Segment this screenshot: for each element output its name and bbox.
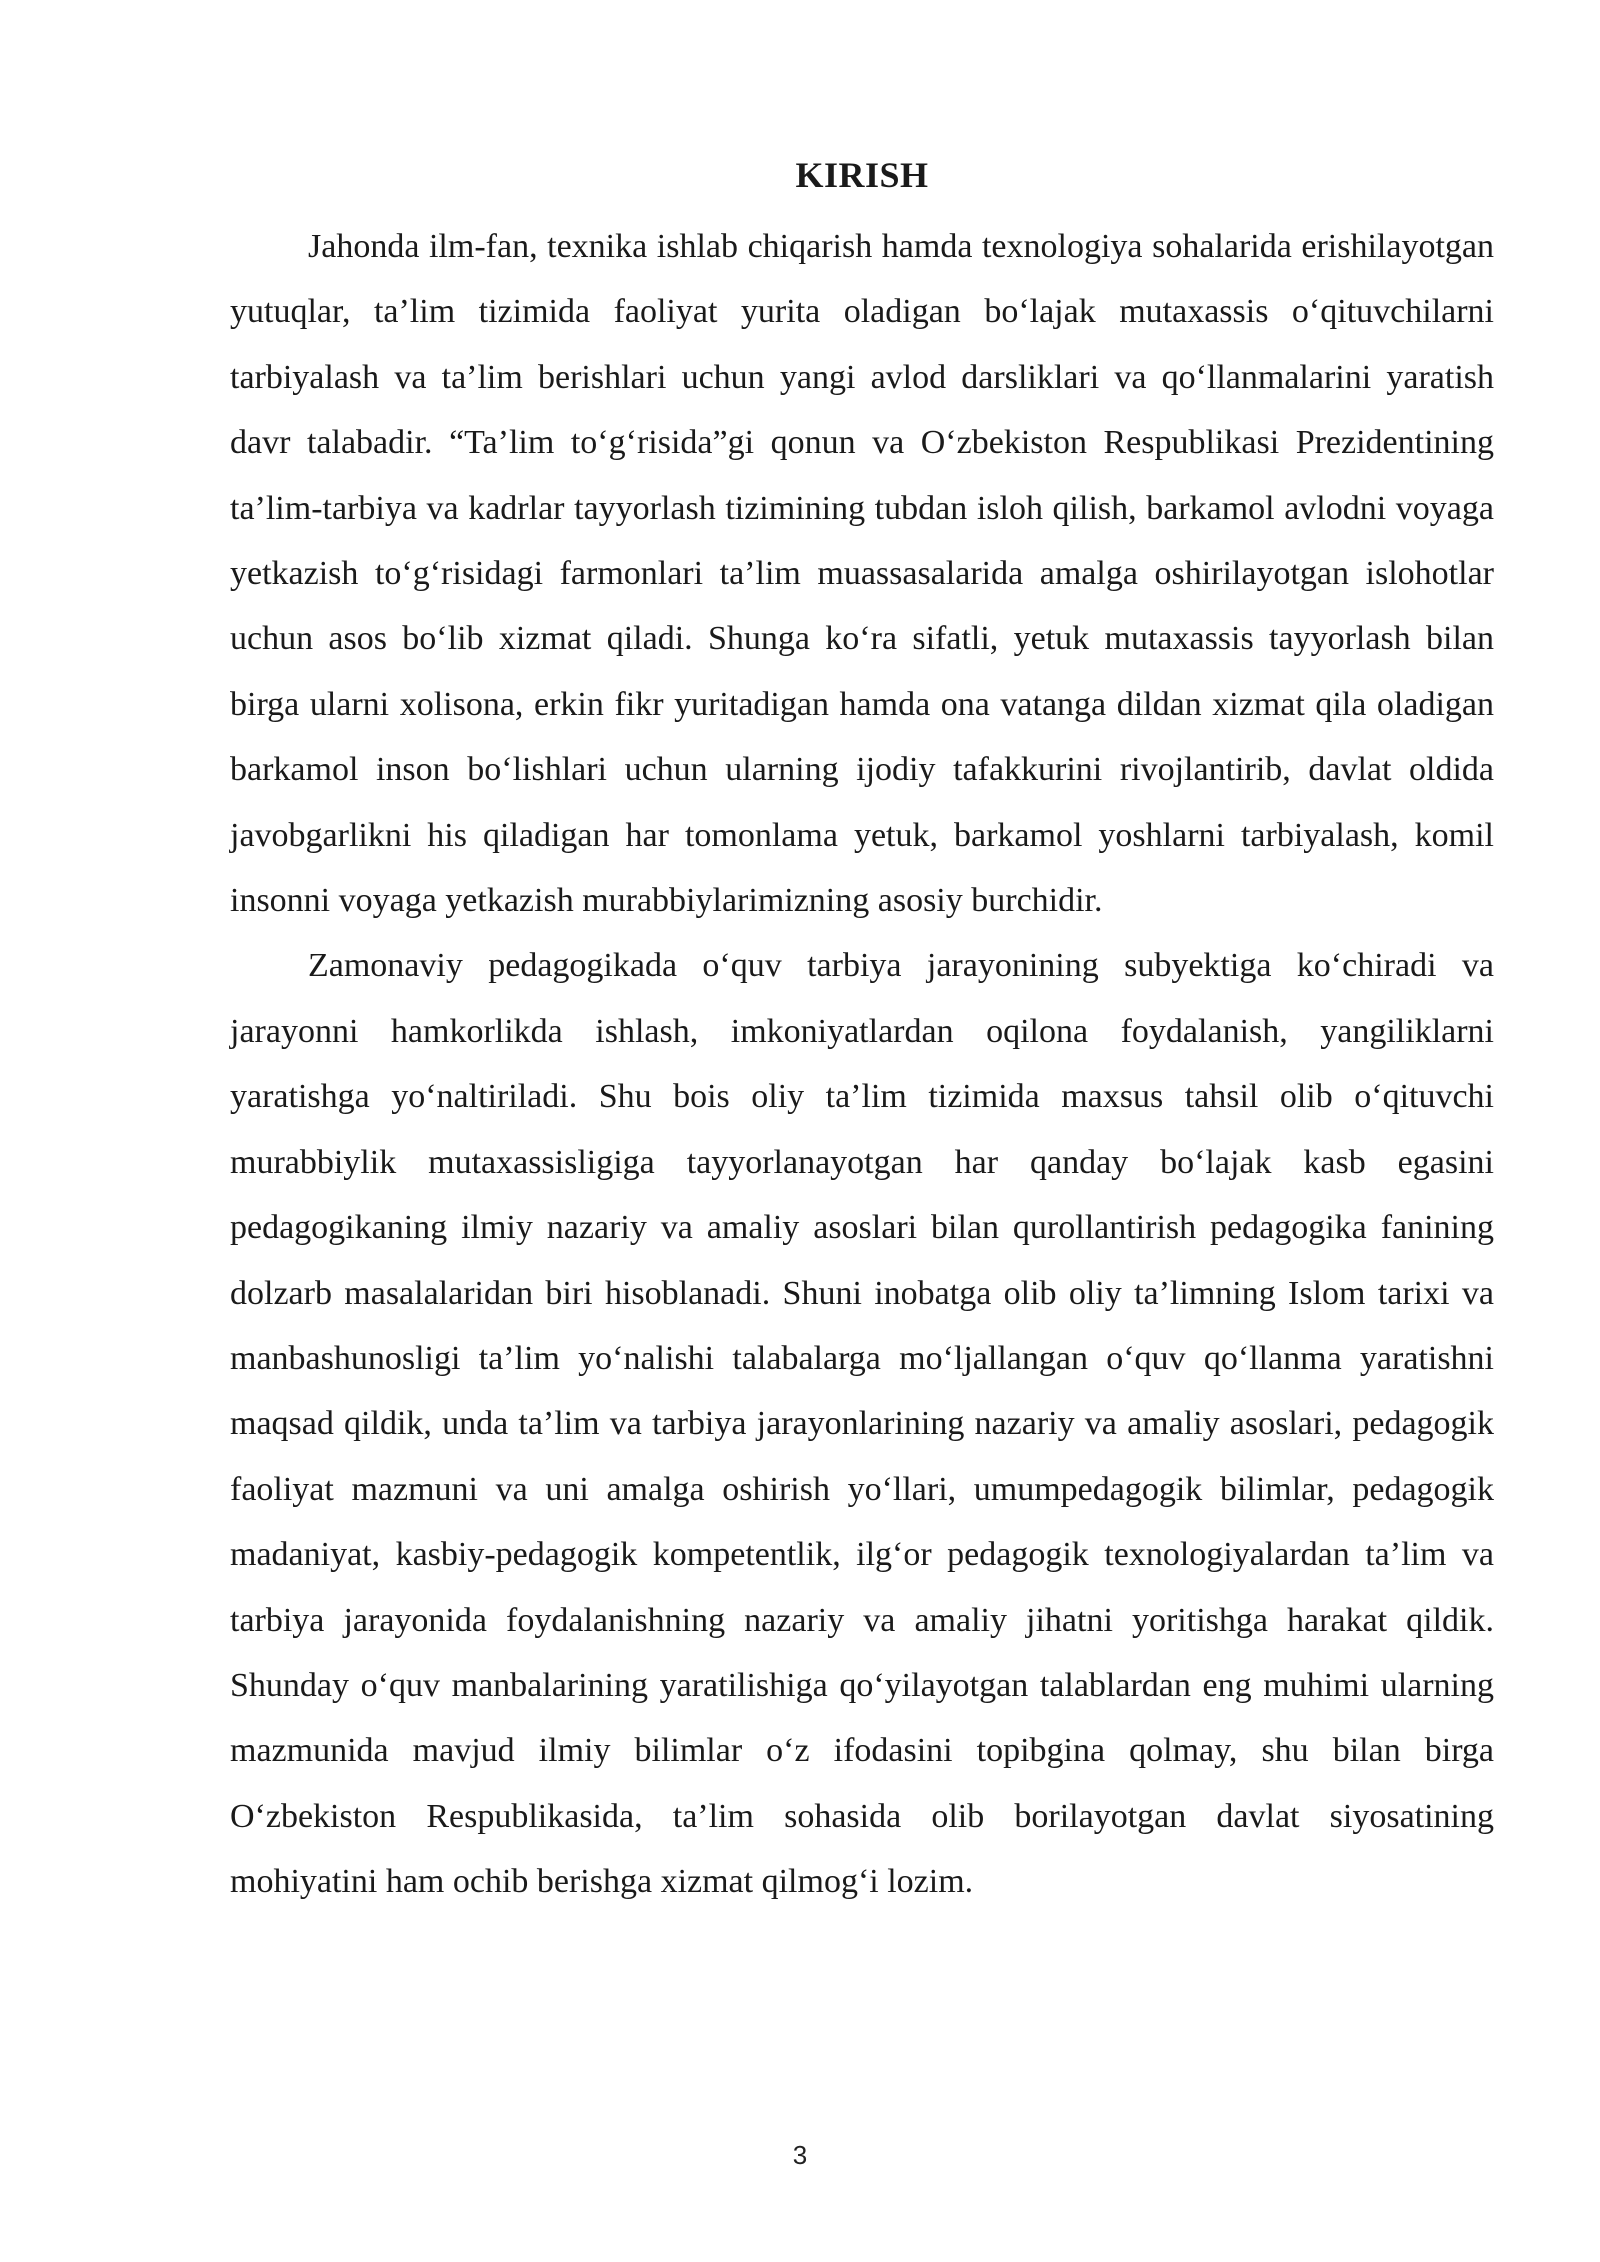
paragraph-2: Zamonaviy pedagogikada o‘quv tarbiya jarayonining subyektiga ko‘chiradi va jarayonni hamkorlikda ishlash, imkoniyatlardan oqilona foydalanish, yangiliklarni yaratishga yo‘naltiriladi. Shu bois oliy ta’lim tizimida maxsus tahsil olib o‘qituvchi murabbiylik mutaxassisligiga tayyorlanayotgan har qanday bo‘lajak kasb egasini pedagogikaning ilmiy nazariy va amaliy asoslari bilan qurollantirish pedagogika fanining dolzarb masalalaridan biri hisoblanadi. Shuni inobatga olib oliy ta’limning Islom tarixi va manbashunosligi ta’lim yo‘nalishi talabalarga mo‘ljallangan o‘quv qo‘llanma yaratishni maqsad qildik, unda ta’lim va tarbiya jarayonlarining nazariy va amaliy asoslari, pedagogik faoliyat mazmuni va uni amalga oshirish yo‘llari, umumpedagogik bilimlar, pedagogik madaniyat, kasbiy-pedagogik kompetentlik, ilg‘or pedagogik texnologiyalardan ta’lim va tarbiya jarayonida foydalanishning nazariy va amaliy jihatni yoritishga harakat qildik. Shunday o‘quv manbalarining yaratilishiga qo‘yilayotgan talablardan eng muhimi ularning mazmunida mavjud ilmiy bilimlar o‘z ifodasini topibgina qolmay, shu bilan birga O‘zbekiston Respublikasida, ta’lim sohasida olib borilayotgan davlat siyosatining mohiyatini ham ochib berishga xizmat qilmog‘i lozim. bbox=[230, 947, 1494, 1901]
page-number: 3 bbox=[792, 2140, 808, 2170]
page-content bbox=[230, 150, 1494, 1915]
paragraph-1: Jahonda ilm-fan, texnika ishlab chiqarish hamda texnologiya sohalarida erishilayotgan yutuqlar, ta’lim tizimida faoliyat yurita oladigan bo‘lajak mutaxassis o‘qituvchilarni tarbiyalash va ta’lim berishlari uchun yangi avlod darsliklari va qo‘llanmalarini yaratish davr talabadir. “Ta’lim to‘g‘risida”gi qonun va O‘zbekiston Respublikasi Prezidentining ta’lim-tarbiya va kadrlar tayyorlash tizimining tubdan isloh qilish, barkamol avlodni voyaga yetkazish to‘g‘risidagi farmonlari ta’lim muassasalarida amalga oshirilayotgan islohotlar uchun asos bo‘lib xizmat qiladi. Shunga ko‘ra sifatli, yetuk mutaxassis tayyorlash bilan birga ularni xolisona, erkin fikr yuritadigan hamda ona vatanga dildan xizmat qila oladigan barkamol inson bo‘lishlari uchun ularning ijodiy tafakkurini rivojlantirib, davlat oldida javobgarlikni his qiladigan har tomonlama yetuk, barkamol yoshlarni tarbiyalash, komil insonni voyaga yetkazish murabbiylarimizning asosiy burchidir. bbox=[230, 228, 1494, 920]
section-title: KIRISH bbox=[795, 155, 929, 195]
